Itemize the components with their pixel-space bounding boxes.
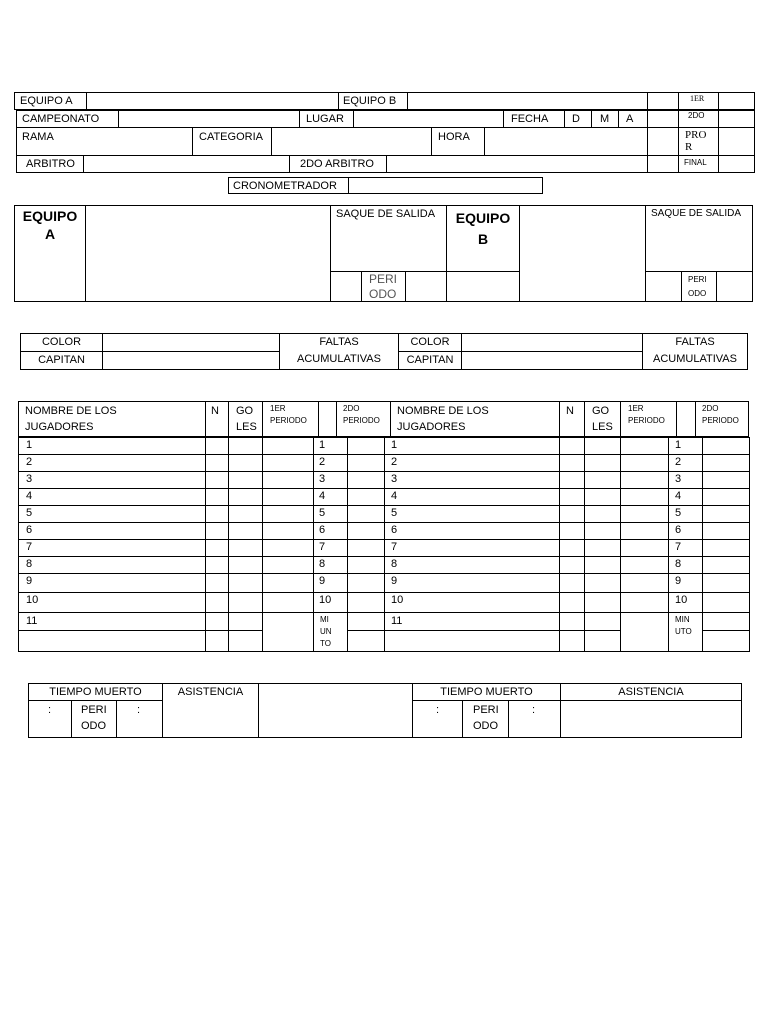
player-a-row-3: 3 bbox=[26, 473, 33, 485]
player-b-n-cell[interactable] bbox=[559, 488, 585, 506]
player-b-row-6: 6 bbox=[391, 524, 398, 536]
player-b-periodo-1-cell[interactable] bbox=[620, 556, 669, 574]
final-label: FINAL bbox=[684, 158, 707, 167]
player-b-nombre-cell[interactable] bbox=[384, 539, 560, 557]
player-b-periodo-1-cell[interactable] bbox=[620, 539, 669, 557]
player-a-nombre-cell[interactable] bbox=[18, 522, 206, 540]
player-b-periodo-2-num-cell[interactable] bbox=[668, 488, 703, 506]
player-a-n-cell[interactable] bbox=[205, 592, 229, 613]
player-b-periodo-1-cell[interactable] bbox=[620, 522, 669, 540]
fecha-a-label: A bbox=[626, 113, 634, 125]
player-b-p-row-6: 6 bbox=[675, 524, 682, 536]
player-a-periodo-2-cell[interactable] bbox=[347, 505, 385, 523]
player-b-p-row-1: 1 bbox=[675, 439, 682, 451]
equipo-a-label: EQUIPO A bbox=[20, 95, 73, 107]
player-a-row-6: 6 bbox=[26, 524, 33, 536]
player-b-goles-cell[interactable] bbox=[584, 454, 621, 472]
faltas-b-label-1: FALTAS bbox=[675, 336, 715, 348]
player-b-n-cell[interactable] bbox=[559, 522, 585, 540]
peri-a-label-2: ODO bbox=[369, 287, 397, 301]
player-b-row-4: 4 bbox=[391, 490, 398, 502]
player-a-p-row-1: 1 bbox=[319, 439, 326, 451]
player-b-goles-cell[interactable] bbox=[584, 612, 621, 631]
capitan-b-label: CAPITAN bbox=[406, 354, 454, 366]
player-a-goles-cell[interactable] bbox=[228, 592, 263, 613]
arbitro-field[interactable] bbox=[83, 155, 290, 173]
arbitro-2-label: 2DO ARBITRO bbox=[300, 158, 374, 170]
player-a-nombre-cell[interactable] bbox=[18, 556, 206, 574]
prorroga-box[interactable] bbox=[647, 127, 679, 156]
color-a-label: COLOR bbox=[41, 336, 82, 348]
saque-b-label: SAQUE DE SALIDA bbox=[651, 208, 742, 219]
player-b-periodo-2-cell[interactable] bbox=[702, 488, 750, 506]
player-a-n-cell[interactable] bbox=[205, 454, 229, 472]
player-a-periodo-2-cell[interactable] bbox=[347, 488, 385, 506]
peri-a-label-1: PERI bbox=[369, 272, 398, 286]
faltas-b-label-2: ACUMULATIVAS bbox=[653, 353, 737, 365]
campeonato-label: CAMPEONATO bbox=[22, 113, 100, 125]
player-a-periodo-2-cell[interactable] bbox=[347, 573, 385, 593]
player-b-goles-cell[interactable] bbox=[584, 505, 621, 523]
timeout-a-colon-1: : bbox=[48, 704, 52, 716]
players-b-p2-1: 2DO bbox=[702, 404, 719, 413]
rama-label: RAMA bbox=[22, 131, 54, 143]
player-b-goles-cell[interactable] bbox=[584, 539, 621, 557]
player-a-p-row-7: 7 bbox=[319, 541, 326, 553]
player-b-periodo-2-num-cell[interactable] bbox=[668, 556, 703, 574]
timeout-a-colon-2: : bbox=[137, 704, 141, 716]
fecha-d-label: D bbox=[572, 113, 580, 125]
players-a-p1-1: 1ER bbox=[270, 404, 286, 413]
player-a-periodo-1-cell[interactable] bbox=[262, 522, 314, 540]
player-a-periodo-2-cell[interactable] bbox=[347, 437, 385, 455]
peri-b-label-2: ODO bbox=[688, 289, 707, 298]
minuto-b-1: MIN bbox=[675, 615, 690, 624]
player-a-n-cell[interactable] bbox=[205, 522, 229, 540]
player-b-nombre-cell[interactable] bbox=[384, 592, 560, 613]
player-b-n-cell[interactable] bbox=[559, 573, 585, 593]
player-a-goles-cell[interactable] bbox=[228, 556, 263, 574]
player-b-nombre-cell[interactable] bbox=[384, 630, 560, 652]
hora-label: HORA bbox=[438, 131, 470, 143]
players-a-p2-2: PERIODO bbox=[343, 416, 380, 425]
players-b-p1-2: PERIODO bbox=[628, 416, 665, 425]
player-a-p-row-10: 10 bbox=[319, 594, 332, 606]
player-a-nombre-cell[interactable] bbox=[18, 488, 206, 506]
player-b-row-2: 2 bbox=[391, 456, 398, 468]
equipo-a-players-field[interactable] bbox=[85, 205, 331, 302]
player-a-p-row-2: 2 bbox=[319, 456, 326, 468]
player-b-periodo-2-cell[interactable] bbox=[702, 505, 750, 523]
equipo-b-label: EQUIPO B bbox=[343, 95, 397, 107]
player-b-goles-cell[interactable] bbox=[584, 630, 621, 652]
final-box[interactable] bbox=[647, 155, 679, 173]
cronometrador-field[interactable] bbox=[348, 177, 543, 194]
player-a-periodo-2-cell[interactable] bbox=[347, 454, 385, 472]
capitan-b-field[interactable] bbox=[461, 351, 643, 370]
player-b-nombre-cell[interactable] bbox=[384, 488, 560, 506]
player-b-goles-cell[interactable] bbox=[584, 556, 621, 574]
players-b-nombre-2: JUGADORES bbox=[397, 421, 466, 433]
periodo-1-box[interactable] bbox=[647, 92, 679, 110]
player-b-nombre-cell[interactable] bbox=[384, 556, 560, 574]
asistencia-a-label: ASISTENCIA bbox=[177, 686, 244, 698]
player-a-periodo-1-cell[interactable] bbox=[262, 505, 314, 523]
players-a-p1-2: PERIODO bbox=[270, 416, 307, 425]
campeonato-field[interactable] bbox=[118, 110, 300, 128]
player-a-nombre-cell[interactable] bbox=[18, 630, 206, 652]
player-a-periodo-2-cell[interactable] bbox=[347, 630, 385, 652]
players-a-goles-1: GO bbox=[236, 405, 254, 417]
player-a-periodo-2-cell[interactable] bbox=[347, 522, 385, 540]
players-a-nombre-2: JUGADORES bbox=[25, 421, 94, 433]
players-a-nombre-1: NOMBRE DE LOS bbox=[25, 405, 117, 417]
player-b-p-row-5: 5 bbox=[675, 507, 682, 519]
player-a-p-row-3: 3 bbox=[319, 473, 326, 485]
timeout-b-colon-2: : bbox=[532, 704, 536, 716]
player-b-n-cell[interactable] bbox=[559, 505, 585, 523]
player-a-goles-cell[interactable] bbox=[228, 539, 263, 557]
player-b-p-row-9: 9 bbox=[675, 575, 682, 587]
player-b-nombre-cell[interactable] bbox=[384, 505, 560, 523]
prorroga-label-1: PRO bbox=[685, 129, 707, 141]
prorroga-label-2: R bbox=[685, 141, 693, 153]
player-b-periodo-2-num-cell[interactable] bbox=[668, 505, 703, 523]
minuto-a-2: UN bbox=[320, 627, 332, 636]
player-a-nombre-cell[interactable] bbox=[18, 437, 206, 455]
players-b-p1-1: 1ER bbox=[628, 404, 644, 413]
players-b-nombre-1: NOMBRE DE LOS bbox=[397, 405, 489, 417]
player-b-periodo-2-cell[interactable] bbox=[702, 454, 750, 472]
player-a-periodo-2-cell[interactable] bbox=[347, 556, 385, 574]
player-a-row-4: 4 bbox=[26, 490, 33, 502]
color-b-label: COLOR bbox=[410, 336, 450, 348]
fecha-m-label: M bbox=[600, 113, 610, 125]
player-a-nombre-cell[interactable] bbox=[18, 471, 206, 489]
player-b-goles-cell[interactable] bbox=[584, 592, 621, 613]
player-b-p-row-7: 7 bbox=[675, 541, 682, 553]
player-a-row-1: 1 bbox=[26, 439, 33, 451]
players-a-p2-1: 2DO bbox=[343, 404, 360, 413]
player-a-periodo-1-cell[interactable] bbox=[262, 437, 314, 455]
player-a-p-row-5: 5 bbox=[319, 507, 326, 519]
lugar-field[interactable] bbox=[353, 110, 504, 128]
player-a-nombre-cell[interactable] bbox=[18, 539, 206, 557]
player-b-periodo-2-cell[interactable] bbox=[702, 471, 750, 489]
player-b-periodo-1-cell[interactable] bbox=[620, 437, 669, 455]
player-a-nombre-cell[interactable] bbox=[18, 505, 206, 523]
capitan-a-label: CAPITAN bbox=[38, 354, 85, 366]
player-b-minuto-blank bbox=[620, 612, 669, 652]
lugar-label: LUGAR bbox=[306, 113, 344, 125]
player-b-p-row-10: 10 bbox=[675, 594, 688, 606]
player-a-periodo-1-cell[interactable] bbox=[262, 573, 314, 593]
saque-a-blank[interactable] bbox=[330, 271, 362, 302]
player-b-p-row-8: 8 bbox=[675, 558, 682, 570]
player-b-periodo-1-cell[interactable] bbox=[620, 573, 669, 593]
asistencia-a-field[interactable] bbox=[258, 683, 413, 738]
player-a-row-11: 11 bbox=[26, 615, 38, 627]
player-b-periodo-2-cell[interactable] bbox=[702, 522, 750, 540]
player-b-n-cell[interactable] bbox=[559, 471, 585, 489]
player-b-nombre-cell[interactable] bbox=[384, 471, 560, 489]
player-a-goles-cell[interactable] bbox=[228, 630, 263, 652]
player-b-periodo-2-cell[interactable] bbox=[702, 630, 750, 652]
player-b-row-1: 1 bbox=[391, 439, 398, 451]
player-b-periodo-2-num-cell[interactable] bbox=[668, 454, 703, 472]
player-b-n-cell[interactable] bbox=[559, 612, 585, 631]
equipo-a-field[interactable] bbox=[86, 92, 339, 110]
player-b-periodo-1-cell[interactable] bbox=[620, 592, 669, 613]
player-a-p-row-4: 4 bbox=[319, 490, 326, 502]
timeout-b-peri-2: ODO bbox=[473, 720, 499, 732]
player-b-periodo-1-cell[interactable] bbox=[620, 488, 669, 506]
player-b-n-cell[interactable] bbox=[559, 539, 585, 557]
minuto-b-2: UTO bbox=[675, 627, 692, 636]
player-a-goles-cell[interactable] bbox=[228, 454, 263, 472]
saque-equipo-b-2: B bbox=[477, 231, 489, 247]
players-a-p1-blank bbox=[318, 401, 337, 437]
player-a-goles-cell[interactable] bbox=[228, 437, 263, 455]
faltas-a-label-2: ACUMULATIVAS bbox=[297, 353, 381, 365]
player-a-periodo-1-cell[interactable] bbox=[262, 592, 314, 613]
periodo-1-label: 1ER bbox=[690, 94, 705, 103]
player-b-nombre-cell[interactable] bbox=[384, 454, 560, 472]
player-b-goles-cell[interactable] bbox=[584, 437, 621, 455]
timeout-a-peri-1: PERI bbox=[81, 704, 107, 716]
player-a-n-cell[interactable] bbox=[205, 539, 229, 557]
cronometrador-label: CRONOMETRADOR bbox=[233, 180, 337, 192]
minuto-a-1: MI bbox=[320, 615, 329, 624]
player-a-p-row-9: 9 bbox=[319, 575, 326, 587]
player-b-periodo-2-num-cell[interactable] bbox=[668, 437, 703, 455]
color-b-field[interactable] bbox=[461, 333, 643, 352]
player-a-periodo-1-cell[interactable] bbox=[262, 471, 314, 489]
player-a-p-row-6: 6 bbox=[319, 524, 326, 536]
timeout-a-label: TIEMPO MUERTO bbox=[49, 686, 142, 698]
player-a-periodo-2-cell[interactable] bbox=[347, 539, 385, 557]
player-b-row-5: 5 bbox=[391, 507, 398, 519]
hora-field[interactable] bbox=[484, 127, 648, 156]
player-b-nombre-cell[interactable] bbox=[384, 573, 560, 593]
player-a-goles-cell[interactable] bbox=[228, 488, 263, 506]
player-a-row-5: 5 bbox=[26, 507, 33, 519]
arbitro-2-field[interactable] bbox=[386, 155, 648, 173]
categoria-field[interactable] bbox=[271, 127, 432, 156]
players-a-n: N bbox=[211, 405, 219, 417]
players-b-n: N bbox=[566, 405, 574, 417]
equipo-b-field[interactable] bbox=[407, 92, 648, 110]
equipo-b-players-field[interactable] bbox=[519, 205, 646, 302]
capitan-a-field[interactable] bbox=[102, 351, 280, 370]
player-b-periodo-2-cell[interactable] bbox=[702, 539, 750, 557]
player-a-row-8: 8 bbox=[26, 558, 33, 570]
player-b-p-row-4: 4 bbox=[675, 490, 682, 502]
players-b-goles-1: GO bbox=[592, 405, 610, 417]
player-b-n-cell[interactable] bbox=[559, 556, 585, 574]
peri-b-label-1: PERI bbox=[688, 275, 707, 284]
player-a-n-cell[interactable] bbox=[205, 630, 229, 652]
player-b-nombre-cell[interactable] bbox=[384, 522, 560, 540]
final-score[interactable] bbox=[718, 155, 755, 173]
player-a-row-10: 10 bbox=[26, 594, 39, 606]
color-a-field[interactable] bbox=[102, 333, 280, 352]
player-b-row-11: 11 bbox=[391, 615, 403, 627]
periodo-2-score[interactable] bbox=[718, 110, 755, 128]
categoria-label: CATEGORIA bbox=[199, 131, 263, 143]
arbitro-label: ARBITRO bbox=[26, 158, 75, 170]
player-b-p-row-3: 3 bbox=[675, 473, 682, 485]
player-a-nombre-cell[interactable] bbox=[18, 592, 206, 613]
player-a-goles-cell[interactable] bbox=[228, 522, 263, 540]
player-b-periodo-1-cell[interactable] bbox=[620, 454, 669, 472]
player-a-nombre-cell[interactable] bbox=[18, 454, 206, 472]
periodo-2-label: 2DO bbox=[688, 111, 705, 120]
player-a-n-cell[interactable] bbox=[205, 437, 229, 455]
timeout-b-peri-1: PERI bbox=[473, 704, 499, 716]
player-a-periodo-1-cell[interactable] bbox=[262, 539, 314, 557]
asistencia-b-label: ASISTENCIA bbox=[618, 686, 684, 698]
player-a-p-row-8: 8 bbox=[319, 558, 326, 570]
player-b-goles-cell[interactable] bbox=[584, 488, 621, 506]
player-b-p-row-2: 2 bbox=[675, 456, 682, 468]
player-a-n-cell[interactable] bbox=[205, 505, 229, 523]
player-b-row-3: 3 bbox=[391, 473, 398, 485]
player-b-periodo-2-num-cell[interactable] bbox=[668, 522, 703, 540]
player-b-row-10: 10 bbox=[391, 594, 404, 606]
player-a-periodo-1-cell[interactable] bbox=[262, 488, 314, 506]
player-b-n-cell[interactable] bbox=[559, 437, 585, 455]
timeout-b-label: TIEMPO MUERTO bbox=[440, 686, 533, 698]
player-a-minuto-blank bbox=[262, 612, 314, 652]
player-b-nombre-cell[interactable] bbox=[384, 612, 560, 631]
player-a-periodo-1-cell[interactable] bbox=[262, 556, 314, 574]
player-a-periodo-2-cell[interactable] bbox=[347, 592, 385, 613]
player-b-periodo-2-num-cell[interactable] bbox=[668, 471, 703, 489]
player-b-n-cell[interactable] bbox=[559, 454, 585, 472]
faltas-a-label-1: FALTAS bbox=[319, 336, 359, 348]
saque-a-label: SAQUE DE SALIDA bbox=[336, 208, 436, 220]
player-a-nombre-cell[interactable] bbox=[18, 573, 206, 593]
player-b-periodo-1-cell[interactable] bbox=[620, 505, 669, 523]
player-b-goles-cell[interactable] bbox=[584, 471, 621, 489]
player-b-n-cell[interactable] bbox=[559, 592, 585, 613]
player-b-periodo-2-cell[interactable] bbox=[702, 437, 750, 455]
asistencia-b-field[interactable] bbox=[560, 700, 742, 738]
player-a-n-cell[interactable] bbox=[205, 488, 229, 506]
equipo-b-field-top[interactable] bbox=[446, 271, 520, 302]
player-a-n-cell[interactable] bbox=[205, 556, 229, 574]
peri-b-value[interactable] bbox=[716, 271, 753, 302]
saque-equipo-b-1: EQUIPO bbox=[455, 210, 511, 226]
player-b-periodo-2-cell[interactable] bbox=[702, 592, 750, 613]
players-b-p2-2: PERIODO bbox=[702, 416, 739, 425]
player-b-row-7: 7 bbox=[391, 541, 398, 553]
player-a-row-2: 2 bbox=[26, 456, 33, 468]
peri-a-value[interactable] bbox=[405, 271, 447, 302]
players-a-goles-2: LES bbox=[236, 421, 257, 433]
timeout-a-peri-2: ODO bbox=[81, 720, 107, 732]
player-a-row-7: 7 bbox=[26, 541, 33, 553]
prorroga-score[interactable] bbox=[718, 127, 755, 156]
player-b-periodo-2-num-cell[interactable] bbox=[668, 573, 703, 593]
periodo-2-box[interactable] bbox=[647, 110, 679, 128]
player-a-n-cell[interactable] bbox=[205, 471, 229, 489]
player-a-nombre-cell[interactable] bbox=[18, 612, 206, 631]
player-b-row-9: 9 bbox=[391, 575, 398, 587]
player-a-goles-cell[interactable] bbox=[228, 505, 263, 523]
player-a-periodo-2-cell[interactable] bbox=[347, 471, 385, 489]
player-a-periodo-1-cell[interactable] bbox=[262, 454, 314, 472]
player-a-goles-cell[interactable] bbox=[228, 471, 263, 489]
periodo-1-score[interactable] bbox=[718, 92, 755, 110]
player-b-goles-cell[interactable] bbox=[584, 573, 621, 593]
player-a-n-cell[interactable] bbox=[205, 573, 229, 593]
minuto-a-3: TO bbox=[320, 639, 331, 648]
player-b-nombre-cell[interactable] bbox=[384, 437, 560, 455]
player-b-goles-cell[interactable] bbox=[584, 522, 621, 540]
timeout-b-colon-1: : bbox=[436, 704, 440, 716]
player-b-periodo-2-num-cell[interactable] bbox=[668, 539, 703, 557]
player-b-n-cell[interactable] bbox=[559, 630, 585, 652]
saque-equipo-a-1: EQUIPO bbox=[22, 208, 78, 224]
player-a-periodo-2-cell[interactable] bbox=[347, 612, 385, 631]
players-b-goles-2: LES bbox=[592, 421, 613, 433]
player-b-row-8: 8 bbox=[391, 558, 398, 570]
player-a-goles-cell[interactable] bbox=[228, 612, 263, 631]
player-b-periodo-2-cell[interactable] bbox=[702, 573, 750, 593]
player-b-periodo-2-cell[interactable] bbox=[702, 556, 750, 574]
player-a-n-cell[interactable] bbox=[205, 612, 229, 631]
saque-equipo-a-2: A bbox=[44, 226, 56, 242]
players-b-p1-blank bbox=[676, 401, 696, 437]
player-a-row-9: 9 bbox=[26, 575, 33, 587]
player-b-periodo-1-cell[interactable] bbox=[620, 471, 669, 489]
player-a-goles-cell[interactable] bbox=[228, 573, 263, 593]
fecha-label: FECHA bbox=[511, 113, 549, 125]
saque-b-blank[interactable] bbox=[645, 271, 682, 302]
player-b-periodo-2-cell[interactable] bbox=[702, 612, 750, 631]
